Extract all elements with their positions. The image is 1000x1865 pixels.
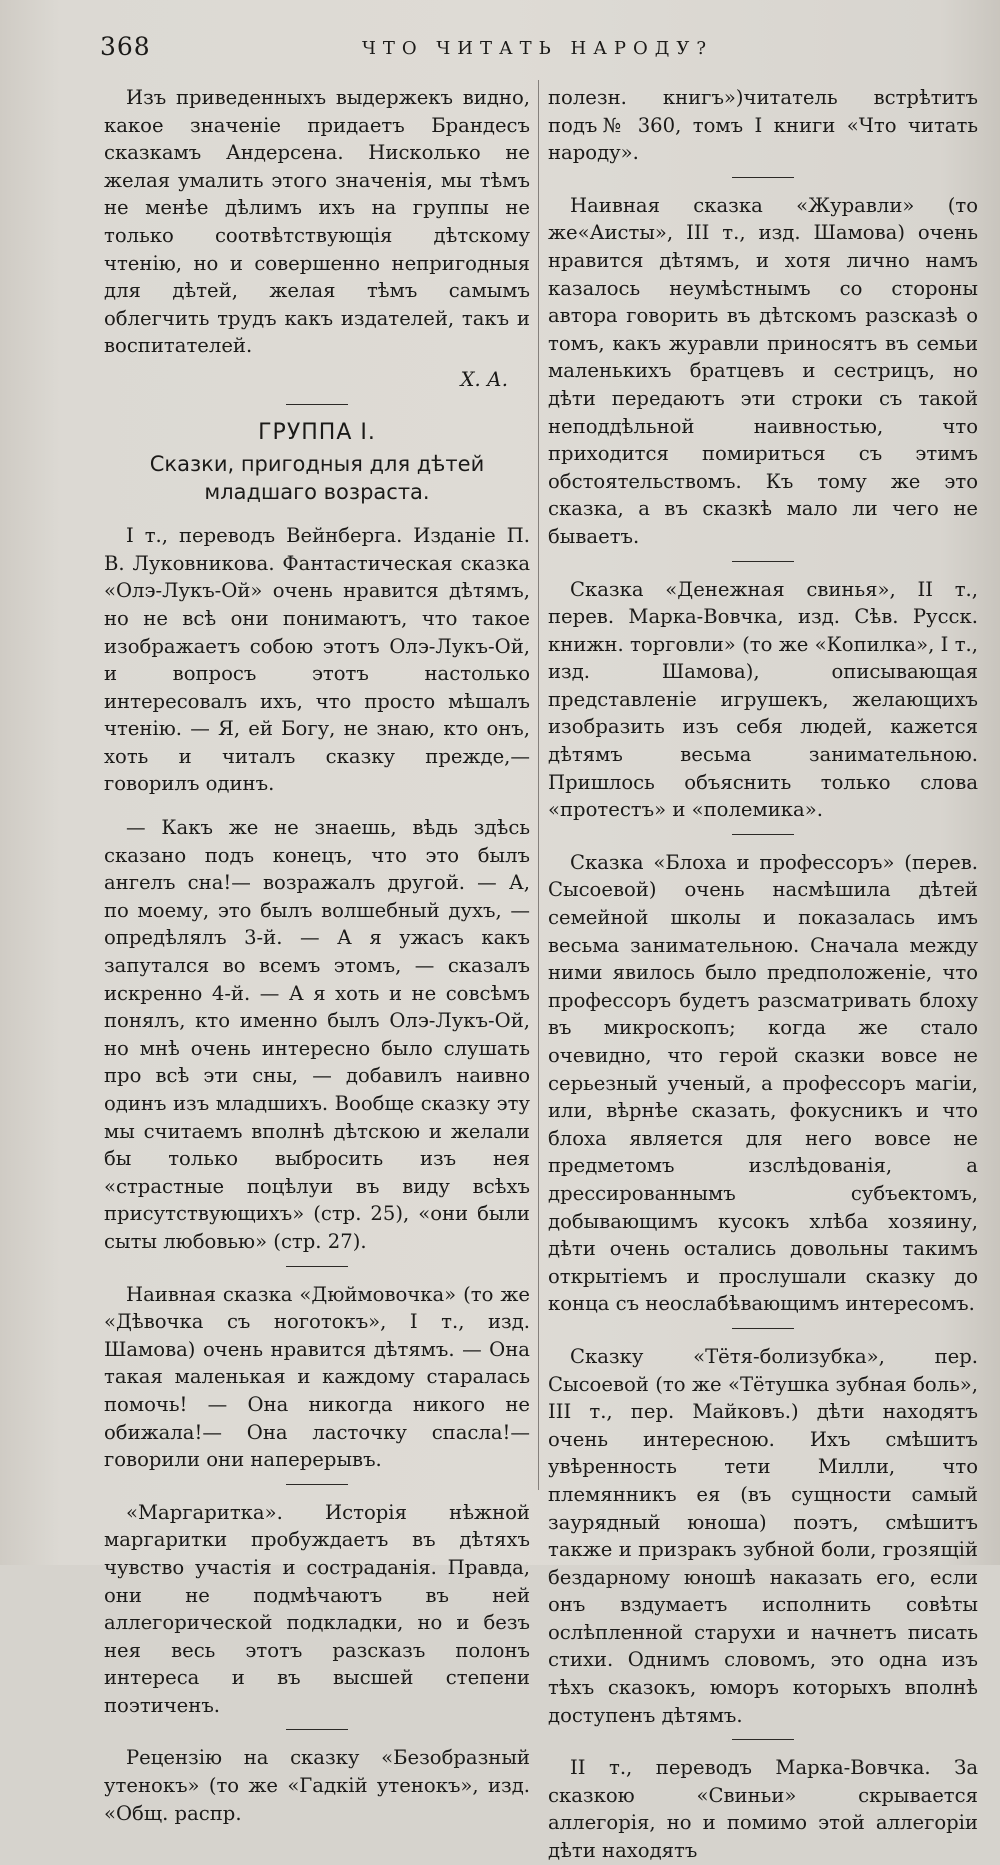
paragraph: Сказка «Денежная свинья», II т., перев. Марка-Вовчка, изд. Сѣв. Русск. книжн. торговли» (то же «Копилка», I т., изд. Шамова), описывающая представленіе игрушекъ, желающихъ изобразить изъ себя людей, кажется дѣтямъ весьма занимательною. Пришлось объяснить только слова «протестъ» и «полемика».	[548, 577, 978, 822]
paragraph: «Маргаритка». Исторія нѣжной маргаритки пробуждаетъ въ дѣтяхъ чувство участія и состраданія. Правда, они не подмѣчаютъ въ ней аллегорической подкладки, но и безъ нея весь этотъ разсказъ полонъ интереса и въ высшей степени поэтиченъ.	[104, 1500, 530, 1717]
separator	[732, 1739, 794, 1740]
page-header	[100, 30, 980, 70]
paragraph: Сказку «Тётя-болизубка», пер. Сысоевой (то же «Тётушка зубная боль», III т., пер. Майковъ.) дѣти находятъ очень интересною. Ихъ смѣшитъ увѣренность тети Милли, что племянникъ ея (въ сущности самый заурядный юноша) поэтъ, смѣшитъ также и призракъ зубной боли, грозящій бездарному юношѣ наказать его, если онъ вздумаетъ исполнить совѣты ослѣпленной старухи и начнетъ писать стихи. Однимъ словомъ, это одна изъ тѣхъ сказокъ, юморъ которыхъ вполнѣ доступенъ дѣтямъ.	[548, 1344, 978, 1727]
paragraph: I т., переводъ Вейнберга. Изданіе П. В. Луковникова. Фантастическая сказка «Олэ-Лукъ-Ой» очень нравится дѣтямъ, но не всѣ они понимаютъ, что такое изображаетъ собою этотъ Олэ-Лукъ-Ой, и вопросъ этотъ настолько интересовалъ ихъ, что просто мѣшалъ чтенію. — Я, ей Богу, не знаю, кто онъ, хоть и читалъ сказку прежде,— говорилъ одинъ.	[104, 524, 530, 796]
paragraph: Изъ приведенныхъ выдержекъ видно, какое значеніе придаетъ Брандесъ сказкамъ Андерсена. Нисколько не желая умалить этого значенія, мы тѣмъ не менѣе дѣлимъ ихъ на группы не только соотвѣтствующія дѣтскому чтенію, но и совершенно непригодныя для дѣтей, желая тѣмъ самымъ облегчить трудъ какъ издателей, такъ и воспитателей.	[104, 86, 530, 358]
separator	[732, 834, 794, 835]
paragraph: полезн. книгъ»)читатель встрѣтитъ подъ№ 360, томъ I книги «Что читать народу».	[548, 86, 978, 165]
column-divider	[538, 80, 539, 1490]
group-title: ГРУППА I.	[258, 419, 376, 445]
paragraph: II т., переводъ Марка-Вовчка. За сказкою «Свиньи» скрывается аллегорія, но и помимо этой аллегоріи дѣти находятъ	[548, 1756, 978, 1863]
paragraph: Наивная сказка «Журавли» (то же«Аисты», III т., изд. Шамова) очень нравится дѣтямъ, и хотя лично намъ казалось неумѣстнымъ со стороны автора говорить въ дѣтскомъ разсказѣ о томъ, какъ журавли приносятъ въ семьи маленькихъ братцевъ и сестрицъ, но дѣти передаютъ эти строки съ такой неподдѣльной наивностью, что приходится помириться съ этимъ обстоятельствомъ. Къ тому же это сказка, а въ сказкѣ мало ли чего не бываетъ.	[548, 193, 978, 548]
separator	[732, 561, 794, 562]
left-column	[104, 84, 530, 1827]
paragraph: Рецензію на сказку «Безобразный утенокъ» (то же «Гадкій утенокъ», изд. «Общ. распр.	[104, 1746, 530, 1825]
paragraph: Наивная сказка «Дюймовочка» (то же «Дѣвочка съ ноготокъ», I т., изд. Шамова) очень нравится дѣтямъ. — Она такая маленькая и каждому старалась помочь! — Она никогда никого не обижала!— Она ласточку спасла!— говорили они наперерывъ.	[104, 1282, 530, 1472]
running-title: ЧТО ЧИТАТЬ НАРОДУ?	[362, 38, 713, 59]
separator	[732, 177, 794, 178]
right-column	[548, 84, 978, 1865]
group-subtitle: Сказки, пригодныя для дѣтей младшаго возраста.	[149, 452, 485, 505]
paragraph: Сказка «Блоха и профессоръ» (перев. Сысоевой) очень насмѣшила дѣтей семейной школы и показалась имъ весьма занимательною. Сначала между ними явилось было предположеніе, что профессоръ будетъ разсматривать блоху въ микроскопъ; когда же стало очевидно, что герой сказки вовсе не серьезный ученый, а профессоръ магіи, или, вѣрнѣе сказать, фокусникъ и что блоха является для него вовсе не предметомъ изслѣдованія, а дрессированнымъ субъектомъ, добывающимъ кусокъ хлѣба хозяину, дѣти очень остались довольны такимъ открытіемъ и прослушали сказку до конца съ неослабѣвающимъ интересомъ.	[548, 850, 978, 1316]
separator	[286, 404, 348, 405]
page-number: 368	[100, 32, 151, 61]
separator	[286, 1729, 348, 1730]
paragraph: — Какъ же не знаешь, вѣдь здѣсь сказано подъ конецъ, что это былъ ангелъ сна!— возражалъ другой. — А, по моему, это былъ волшебный духъ, — опредѣлялъ 3-й. — А я ужасъ какъ запутался во всемъ этомъ, — сказалъ искренно 4-й. — А я хоть и не совсѣмъ понялъ, кто именно былъ Олэ-Лукъ-Ой, но мнѣ очень интересно было слушать про всѣ эти сны, — добавилъ наивно одинъ изъ младшихъ. Вообще сказку эту мы считаемъ вполнѣ дѣтскою и желали бы только выбросить изъ нея «страстные поцѣлуи въ виду всѣхъ присутствующихъ» (стр. 25), «они были сыты любовью» (стр. 27).	[104, 816, 530, 1253]
author-signature: Х. А.	[460, 367, 508, 391]
separator	[286, 1266, 348, 1267]
separator	[286, 1484, 348, 1485]
separator	[732, 1328, 794, 1329]
